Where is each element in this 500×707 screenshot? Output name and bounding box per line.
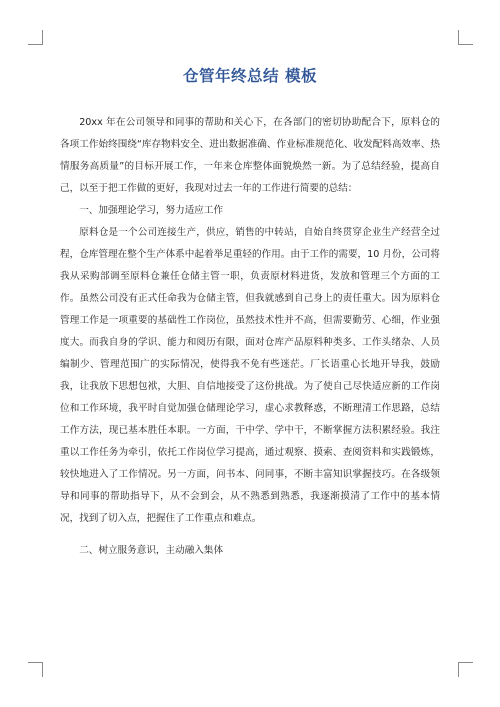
intro-paragraph: 20xx 年在公司领导和同事的帮助和关心下，在各部门的密切协助配合下，原料仓的各项工作始终围绕“库存物料安全、进出数据准确、作业标准规范化、收发配料高效率、热情服务高质量”的目标开展工作，一年来仓库整体面貌焕然一新。为了总结经验，提高自己，以至于把工作做的更好，我现对过去一年的工作进行简要的总结： [60,117,440,194]
page-corner-mark-top-right [458,30,473,45]
document-body [60,112,440,562]
page-corner-mark-bottom-right [458,662,473,677]
page-corner-mark-top-left [28,30,43,45]
section-heading-1: 一、加强理论学习，努力适应工作 [79,205,224,216]
document-title: 仓管年终总结 模板 [183,67,317,85]
section-heading-2: 二、树立服务意识，主动融入集体 [79,545,224,556]
page-corner-mark-bottom-left [28,662,43,677]
section-1-paragraph: 原料仓是一个公司连接生产，供应，销售的中转站，自始自终贯穿企业生产经营全过程，仓库管理在整个生产体系中起着举足重轻的作用。由于工作的需要，10 月份，公司将我从采购部调至原料仓兼任仓储主管一职，负责原材料进货，发放和管理三个方面的工作。虽然公司没有正式任命我为仓储主管，但我就感到自己身上的责任重大。因为原料仓管理工作是一项重要的基础性工作岗位，虽然技术性并不高，但需要勤劳、心细，作业强度大。而我自身的学识、能力和阅历有限，面对仓库产品原料种类多、工作头绪杂、人员编制少、管理范围广的实际情况，使得我不免有些迷茫。厂长语重心长地开导我，鼓励我，让我放下思想包袱，大胆、自信地接受了这份挑战。为了使自己尽快适应新的工作岗位和工作环境，我平时自觉加强仓储理论学习，虚心求教释惑，不断理清工作思路，总结工作方法，现已基本胜任本职。一方面，干中学、学中干，不断掌握方法积累经验。我注重以工作任务为牵引，依托工作岗位学习提高，通过观察、摸索、查阅资料和实践锻炼，较快地进入了工作情况。另一方面，问书本、问同事，不断丰富知识掌握技巧。在各级领导和同事的帮助指导下，从不会到会，从不熟悉到熟悉，我逐渐摸清了工作中的基本情况，找到了切入点，把握住了工作重点和难点。 [60,227,440,524]
